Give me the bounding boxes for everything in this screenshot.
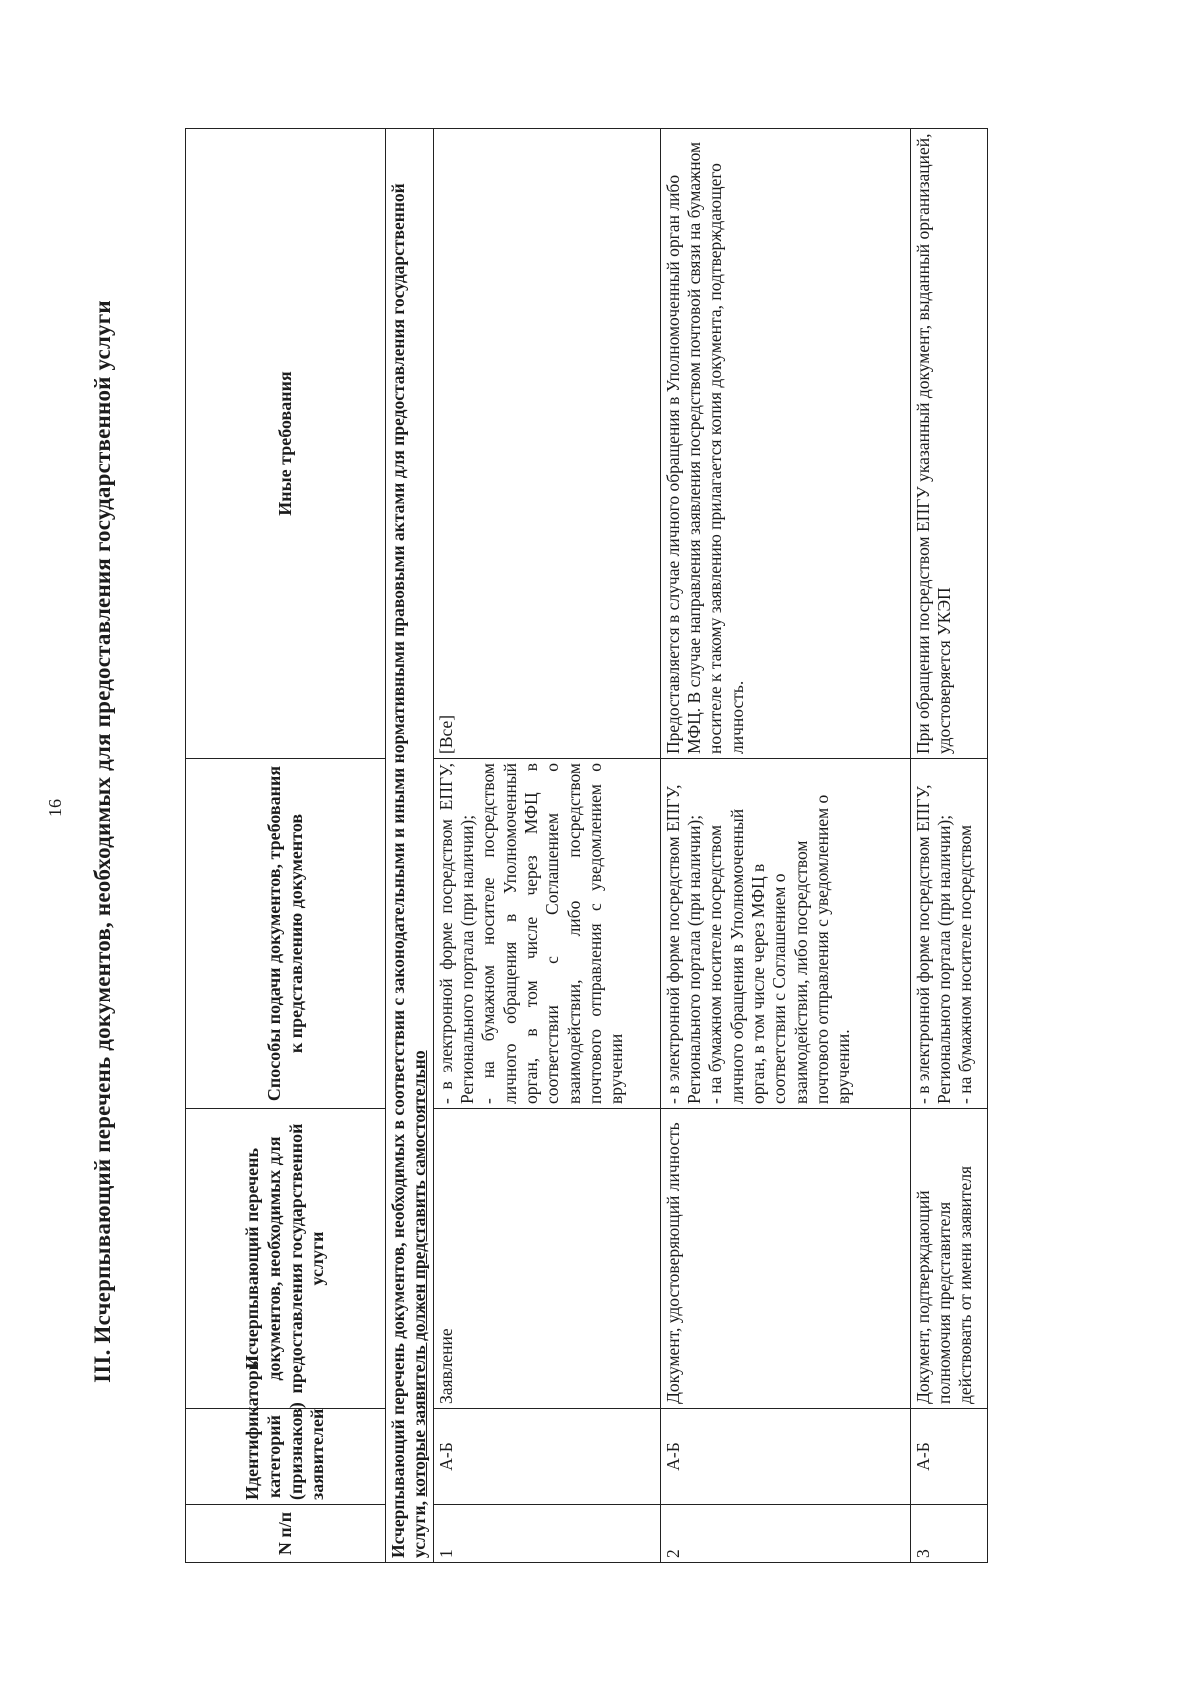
method-line: - в электронной форме посредством ЕПГУ, Регионального портала (при наличии); xyxy=(912,784,955,1104)
table-row xyxy=(910,129,987,1563)
row-other: Предоставляется в случае личного обращения в Уполномоченный орган либо МФЦ. В случае направления заявления посредством почтовой связи на бумажном носителе к такому заявлению прилагается копия документа, подтверждающего личность. xyxy=(660,129,910,759)
row-num: 3 xyxy=(910,1505,987,1563)
section-title: III. Исчерпывающий перечень документов, необходимых для предоставления государственной услуги xyxy=(90,300,115,1383)
row-ident: А-Б xyxy=(910,1409,987,1505)
row-other: [Все] xyxy=(433,129,660,759)
method-line: - в электронной форме посредством ЕПГУ, Регионального портала (при наличии); xyxy=(662,784,705,1104)
header-other: Иные требования xyxy=(186,129,386,759)
method-line: - на бумажном носителе посредством xyxy=(955,824,976,1104)
group-text-underlined: которые заявитель должен представить самостоятельно xyxy=(409,1050,430,1497)
table-header-row xyxy=(186,129,386,1563)
header-methods: Способы подачи документов, требования к представлению документов xyxy=(186,759,386,1109)
header-num: N п/п xyxy=(186,1505,386,1563)
row-doc: Документ, удостоверяющий личность xyxy=(660,1109,910,1409)
table-row xyxy=(433,129,660,1563)
row-num: 2 xyxy=(660,1505,910,1563)
method-line: - на бумажном носителе посредством личного обращения в Уполномоченный орган, в том числе через МФЦ в соответствии с Соглашением о взаимодействии, либо посредством почтового отправления с уведомлением о вручении xyxy=(478,763,627,1104)
table-row xyxy=(660,129,910,1563)
group-row xyxy=(386,129,434,1563)
row-ident: А-Б xyxy=(660,1409,910,1505)
row-num: 1 xyxy=(433,1505,660,1563)
row-doc: Документ, подтверждающий полномочия представителя действовать от имени заявителя xyxy=(910,1109,987,1409)
group-heading xyxy=(386,129,434,1563)
header-ident: Идентификаторы категорий (признаков) заявителей xyxy=(186,1409,386,1505)
header-docs: Исчерпывающий перечень документов, необходимых для предоставления государственной услуги xyxy=(186,1109,386,1409)
page-number: 16 xyxy=(45,799,65,817)
row-other: При обращении посредством ЕПГУ указанный документ, выданный организацией, удостоверяется УКЭП xyxy=(910,129,987,759)
row-ident: А-Б xyxy=(433,1409,660,1505)
row-methods xyxy=(433,759,660,1109)
method-line: - на бумажном носителе посредством личного обращения в Уполномоченный орган, в том числе через МФЦ в соответствии с Соглашением о взаимодействии, либо посредством почтового отправления с уведомлением о вручении. xyxy=(705,794,854,1104)
documents-table xyxy=(185,128,988,1563)
row-methods xyxy=(660,759,910,1109)
group-text: Исчерпывающий перечень документов, необходимых в соответствии с законодательными и иными нормативными правовыми актами для предоставления государственной услуги, xyxy=(388,183,430,1558)
row-doc: Заявление xyxy=(433,1109,660,1409)
row-methods xyxy=(910,759,987,1109)
method-line: - в электронной форме посредством ЕПГУ, Регионального портала (при наличии); xyxy=(435,763,478,1104)
